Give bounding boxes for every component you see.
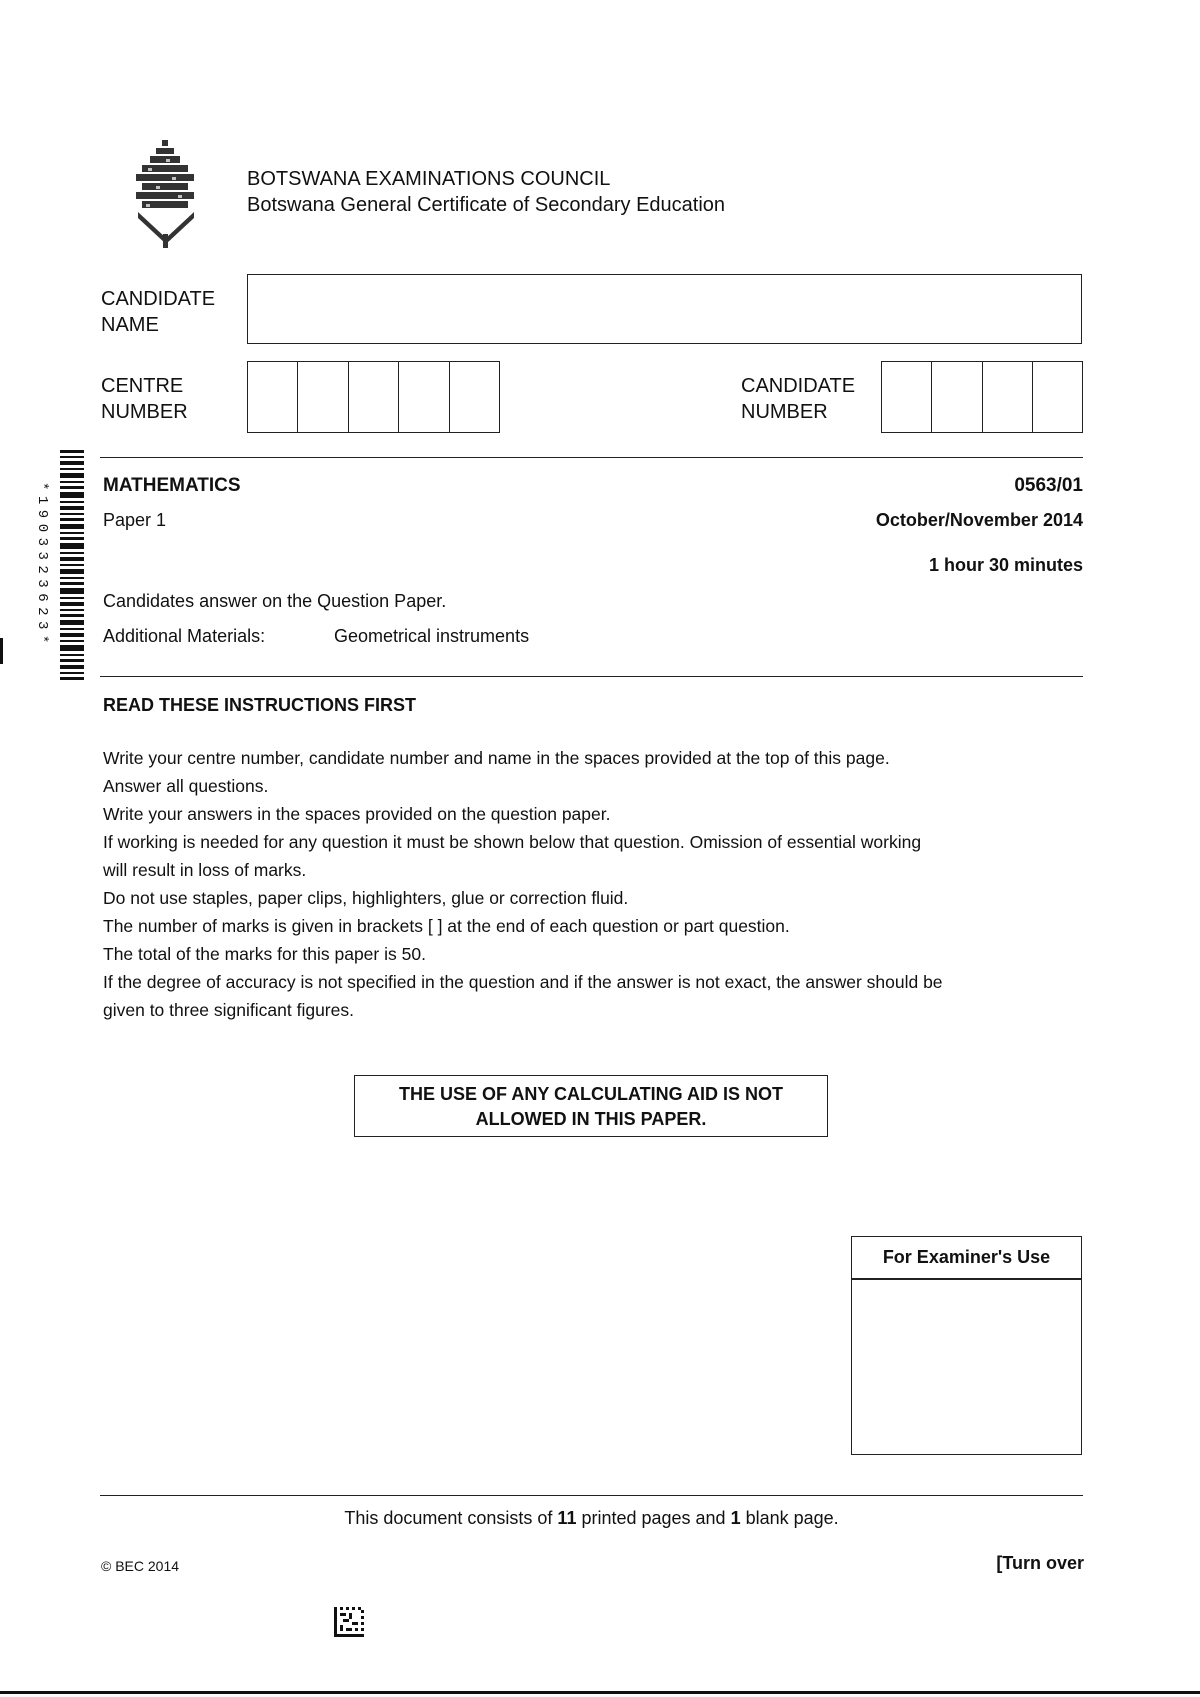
instruction-line: If the degree of accuracy is not specified in the question and if the answer is not exact, the answer should be xyxy=(103,972,943,992)
candidate-number-field[interactable] xyxy=(881,361,1083,433)
instruction-line: Write your centre number, candidate number and name in the spaces provided at the top of this page. xyxy=(103,748,890,768)
instruction-line: given to three significant figures. xyxy=(103,1000,354,1020)
centre-number-cell[interactable] xyxy=(398,362,448,432)
centre-number-label: CENTRE NUMBER xyxy=(101,375,188,423)
instruction-line: Write your answers in the spaces provided on the question paper. xyxy=(103,804,611,824)
instruction-line: The number of marks is given in brackets [ ] at the end of each question or part question. xyxy=(103,916,790,936)
turn-over: [Turn over xyxy=(996,1553,1084,1573)
answer-note: Candidates answer on the Question Paper. xyxy=(103,591,447,611)
instructions-list xyxy=(103,744,1093,1024)
centre-number-cell[interactable] xyxy=(449,362,499,432)
candidate-name-field[interactable] xyxy=(247,274,1082,344)
materials-label: Additional Materials: xyxy=(103,626,266,646)
instruction-line: will result in loss of marks. xyxy=(103,860,307,880)
scan-edge xyxy=(0,1691,1200,1694)
examiners-use-box xyxy=(851,1236,1082,1455)
candidate-number-cell[interactable] xyxy=(982,362,1032,432)
data-matrix-code xyxy=(334,1607,364,1637)
exam-session: October/November 2014 xyxy=(875,510,1083,530)
instruction-line: Do not use staples, paper clips, highlighters, glue or correction fluid. xyxy=(103,888,629,908)
materials-value: Geometrical instruments xyxy=(334,626,530,646)
divider xyxy=(100,1495,1083,1496)
paper-number: Paper 1 xyxy=(103,510,167,530)
margin-tick xyxy=(0,638,3,664)
centre-number-field[interactable] xyxy=(247,361,500,433)
instruction-line: Answer all questions. xyxy=(103,776,269,796)
barcode-text: *1903323623* xyxy=(34,481,50,649)
paper-code: 0563/01 xyxy=(1014,475,1083,496)
calculator-notice: THE USE OF ANY CALCULATING AID IS NOT ALLOWED IN THIS PAPER. xyxy=(354,1075,828,1137)
candidate-number-cell[interactable] xyxy=(931,362,981,432)
instruction-line: The total of the marks for this paper is 50. xyxy=(103,944,426,964)
instructions-heading: READ THESE INSTRUCTIONS FIRST xyxy=(103,695,417,715)
barcode xyxy=(60,450,84,680)
candidate-name-label: CANDIDATE NAME xyxy=(101,288,216,336)
candidate-number-cell[interactable] xyxy=(882,362,931,432)
centre-number-cell[interactable] xyxy=(297,362,347,432)
centre-number-cell[interactable] xyxy=(348,362,398,432)
centre-number-cell[interactable] xyxy=(248,362,297,432)
bec-logo xyxy=(128,138,204,250)
exam-duration: 1 hour 30 minutes xyxy=(928,555,1083,575)
candidate-number-cell[interactable] xyxy=(1032,362,1082,432)
org-name: BOTSWANA EXAMINATIONS COUNCIL xyxy=(247,168,611,190)
examiners-use-title: For Examiner's Use xyxy=(852,1237,1081,1280)
divider xyxy=(100,457,1083,458)
instruction-line: If working is needed for any question it must be shown below that question. Omission of essential working xyxy=(103,832,922,852)
divider xyxy=(100,676,1083,677)
certificate-name: Botswana General Certificate of Secondary Education xyxy=(247,194,726,216)
subject-title: MATHEMATICS xyxy=(103,475,241,496)
page-count-note: This document consists of 11 printed pages and 1 blank page. xyxy=(344,1508,839,1528)
copyright: © BEC 2014 xyxy=(101,1558,180,1574)
candidate-number-label: CANDIDATE NUMBER xyxy=(741,375,856,423)
